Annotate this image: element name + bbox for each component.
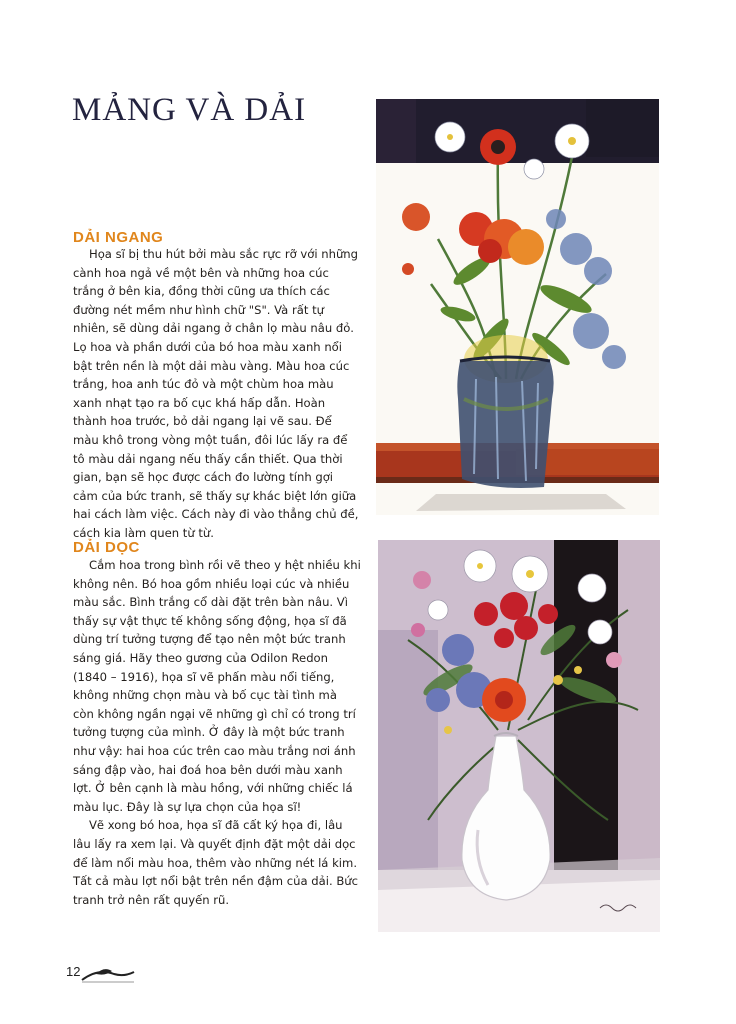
section-heading-horizontal: DẢI NGANG bbox=[73, 229, 164, 246]
painting-vertical-band-image bbox=[378, 540, 660, 932]
section-body-vertical bbox=[73, 556, 361, 909]
page-number: 12 bbox=[66, 964, 81, 979]
paragraph: Cắm hoa trong bình rồi vẽ theo y hệt nhiều khi không nên. Bó hoa gồm nhiều loại cúc và nhiều màu sắc. Bình trắng cổ dài đặt trên bàn nâu. Vì thấy sự vật thực tế không sống động, họa sĩ đã dùng trí tưởng tượng để tạo nên một bức tranh sáng giá. Hãy theo gương của Odilon Redon (1840 – 1916), họa sĩ vẽ phấn màu nổi tiếng, không những chọn màu và bố cục tài tình mà còn không ngần ngại vẽ những gì chỉ có trong trí tưởng tượng của mình. Ở đây là một bức tranh như vậy: hai hoa cúc trên cao màu trắng nơi ánh sáng đập vào, hai đoá hoa bên dưới màu xanh lợt. Ở bên cạnh là màu hồng, với những chiếc lá màu lục. Đây là sự lựa chọn của họa sĩ! bbox=[73, 558, 361, 814]
section-body-horizontal bbox=[73, 245, 361, 543]
section-heading-vertical: DẢI DỌC bbox=[73, 539, 140, 556]
paragraph: Họa sĩ bị thu hút bởi màu sắc rực rỡ với những cành hoa ngả về một bên và những hoa cúc trắng ở bên kia, đồng thời cũng ưa thích các đường nét mềm như hình chữ "S". Và rất tự nhiên, sẽ dùng dải ngang ở chân lọ màu nâu đỏ. Lọ hoa và phần dưới của bó hoa màu xanh nổi bật trên nền là một dải màu vàng. Màu hoa cúc trắng, hoa anh túc đỏ và một chùm hoa màu xanh nhạt tạo ra bố cục khá hấp dẫn. Hoàn thành hoa trước, bỏ dải ngang lại vẽ sau. Để màu khô trong vòng một tuần, đôi lúc lấy ra để tô màu dải ngang nếu thấy cần thiết. Qua thời gian, bạn sẽ học được cách đo lường tính gợi cảm của bức tranh, sẽ thấy sự khác biệt lớn giữa hai cách làm việc. Cách này đi vào thẳng chủ đề, cách kia làm quen từ từ. bbox=[73, 247, 359, 540]
painting-horizontal-band bbox=[376, 99, 659, 515]
painting-vertical-band bbox=[378, 540, 660, 932]
publisher-logo-icon bbox=[80, 962, 136, 984]
painting-horizontal-band-image bbox=[376, 99, 659, 515]
paragraph: Vẽ xong bó hoa, họa sĩ đã cất ký họa đi, lâu lâu lấy ra xem lại. Và quyết định đặt một dải dọc để làm nổi màu hoa, thêm vào những nét lá kim. Tất cả màu lợt nổi bật trên nền đậm của dải. Bức tranh trở nên rất quyến rũ. bbox=[73, 818, 359, 907]
page-title: MẢNG VÀ DẢI bbox=[72, 92, 307, 128]
